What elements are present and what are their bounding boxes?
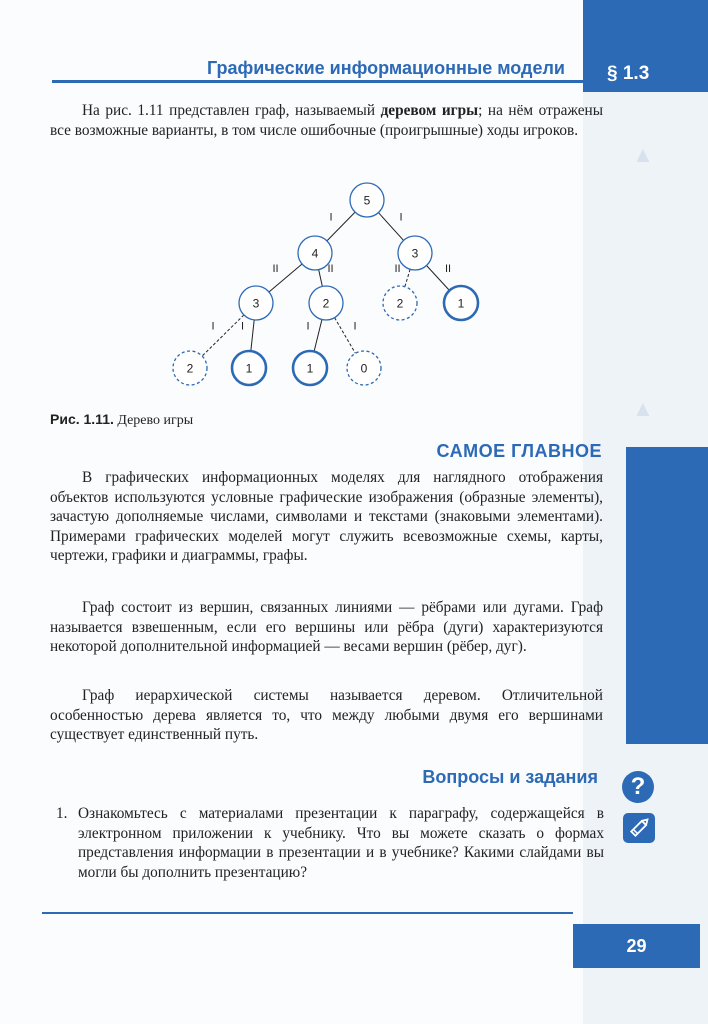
node-label: 1: [245, 361, 253, 376]
node-label: 4: [311, 246, 319, 261]
summary-heading: САМОЕ ГЛАВНОЕ: [436, 441, 602, 461]
intro-text-start: На рис. 1.11 представлен граф, называемый: [82, 102, 381, 119]
section-number: § 1.3: [583, 55, 708, 92]
tree-edge: [405, 269, 410, 286]
tree-edge: [335, 318, 356, 354]
paragraph-text: Граф иерархической системы называется деревом. Отличительной особенностью дерева является то, что между любыми двумя его вершинами существует единственный путь.: [50, 687, 603, 743]
tree-edge: [319, 270, 323, 287]
edge-move-label: I: [211, 320, 215, 333]
margin-block: [626, 447, 708, 744]
node-label: 2: [322, 296, 330, 311]
summary-paragraph-2: [50, 598, 603, 657]
caption-text: Дерево игры: [117, 413, 194, 428]
caption-label: Рис. 1.11.: [50, 411, 114, 427]
intro-text-end: ; на нём отражены все возможные варианты, в том числе ошибочные (проигрышные) ходы игроков.: [50, 102, 603, 139]
faint-triangle-icon: ▲: [632, 142, 654, 167]
tree-edge: [251, 320, 254, 351]
node-label: 0: [360, 361, 368, 376]
paragraph-text: В графических информационных моделях для наглядного отображения объектов используются условные графические изображения (образные элементы), зачастую дополняемые числами, символами и текстами (знаковыми элементами). Примерами графических моделей могут служить всевозможные схемы, карты, чертежи, графики и диаграммы, графы.: [50, 469, 603, 564]
intro-paragraph: [50, 101, 603, 140]
edge-move-label: I: [353, 320, 357, 333]
node-label: 3: [411, 246, 419, 261]
chapter-title: Графические информационные модели: [207, 58, 565, 78]
edge-move-label: I: [399, 211, 403, 224]
edge-move-label: I: [306, 320, 310, 333]
node-label: 5: [363, 193, 371, 208]
figure-caption: [50, 411, 193, 429]
page-number: 29: [573, 924, 700, 968]
node-label: 2: [396, 296, 404, 311]
edge-move-label: II: [394, 263, 401, 275]
summary-paragraph-1: [50, 468, 603, 566]
edge-move-label: II: [272, 263, 279, 275]
questions-heading: Вопросы и задания: [422, 767, 598, 787]
node-label: 1: [457, 296, 465, 311]
edge-move-label: II: [327, 263, 334, 275]
edge-move-label: I: [329, 211, 333, 224]
task-item: [56, 804, 604, 882]
question-icon: ?: [622, 771, 654, 803]
tree-edge: [202, 315, 244, 356]
corner-block: [583, 0, 708, 55]
edge-move-label: II: [444, 263, 452, 275]
node-label: 3: [252, 296, 260, 311]
footer-rule: [42, 912, 573, 914]
summary-paragraph-3: [50, 686, 603, 745]
edge-move-label: I: [240, 320, 245, 333]
game-tree-figure: [160, 178, 480, 398]
task-number: 1.: [56, 805, 68, 822]
header-rule: [52, 80, 583, 83]
pencil-icon: [623, 813, 655, 843]
tree-edge: [314, 320, 322, 352]
paragraph-text: Граф состоит из вершин, связанных линиями — рёбрами или дугами. Граф называется взвешенным, если его вершины или рёбра (дуги) характеризуются некоторой дополнительной информацией — весами вершин (рёбер, дуг).: [50, 599, 603, 655]
task-text: Ознакомьтесь с материалами презентации к параграфу, содержащейся в электронном приложении к учебнику. Что вы можете сказать о формах представления информации в презентации и в учебнике? Какими слайдами вы могли бы дополнить презентацию?: [78, 805, 604, 881]
node-label: 1: [306, 361, 314, 376]
intro-term: деревом игры: [380, 102, 479, 119]
faint-triangle-icon: ▲: [632, 396, 654, 421]
node-label: 2: [186, 361, 194, 376]
